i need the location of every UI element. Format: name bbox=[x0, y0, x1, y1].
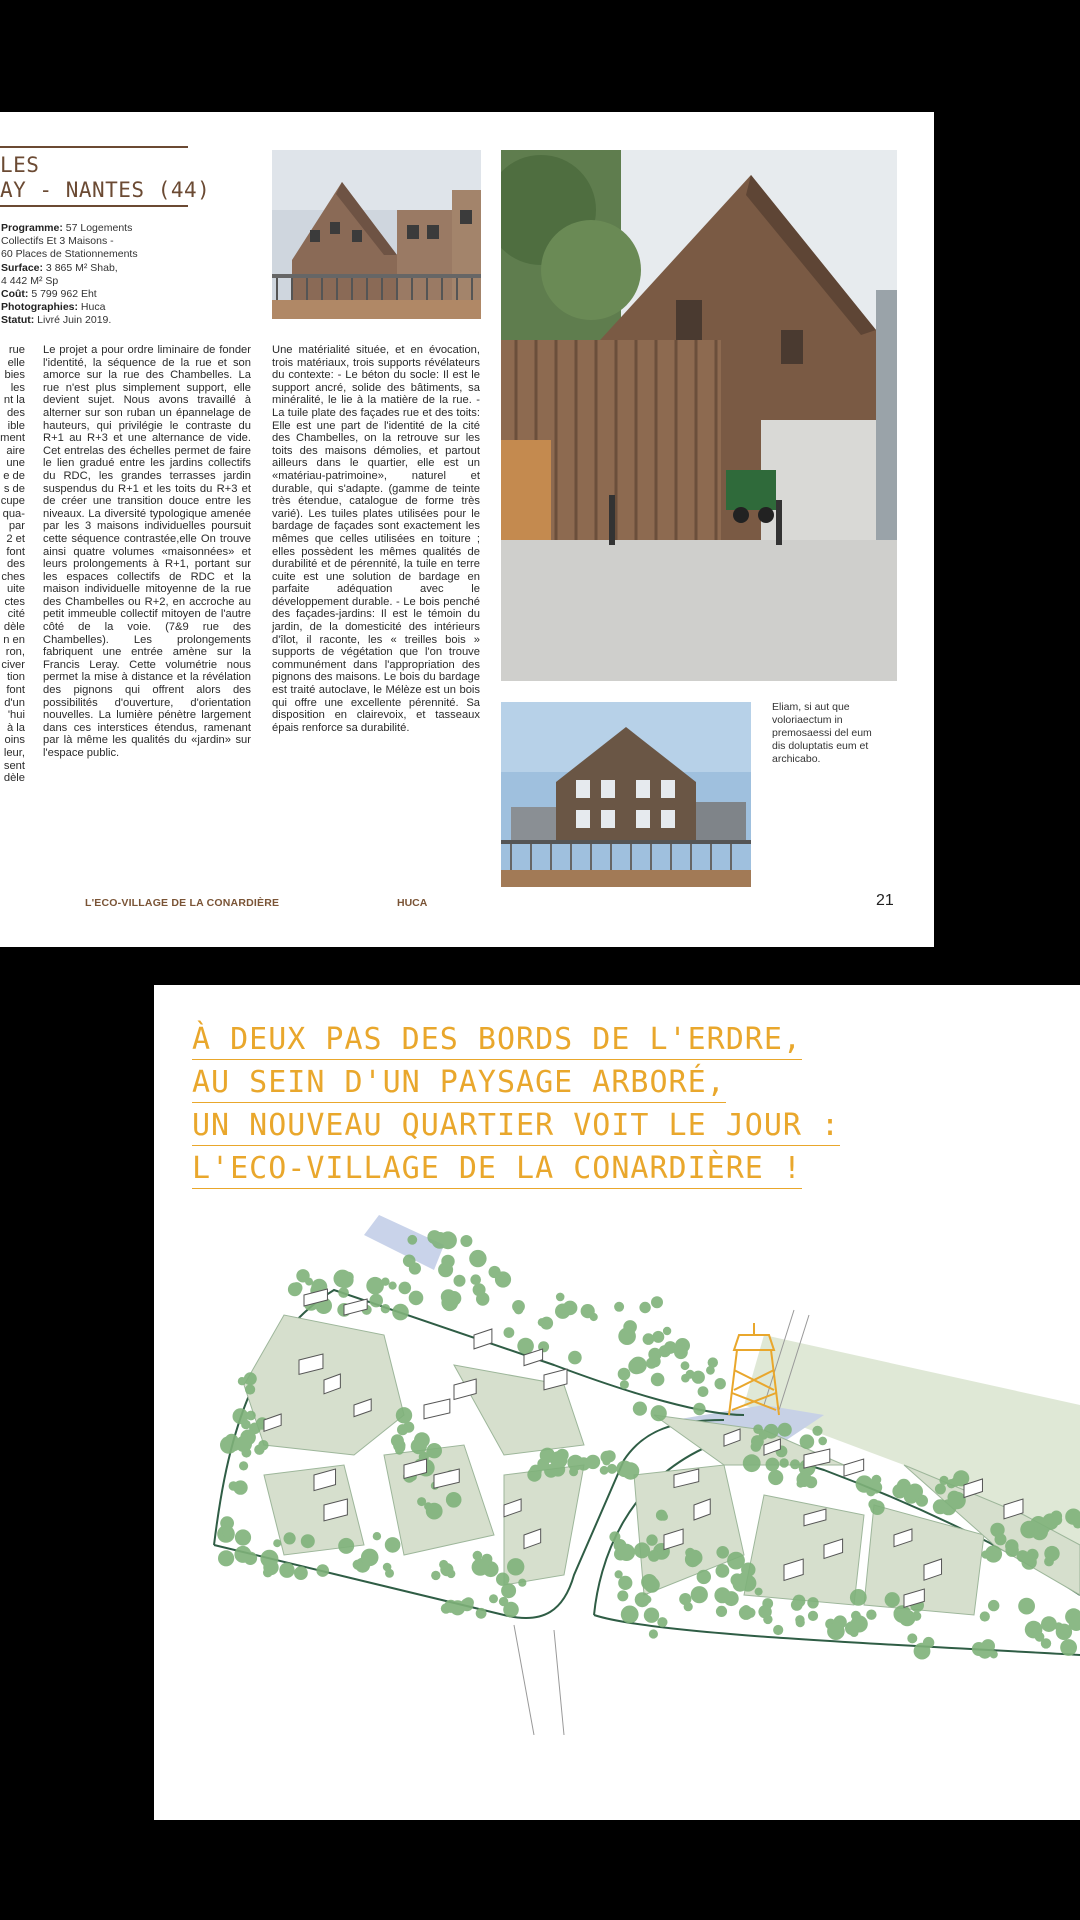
tree bbox=[294, 1566, 308, 1580]
tree bbox=[273, 1539, 281, 1547]
tree bbox=[417, 1497, 426, 1506]
tree bbox=[698, 1386, 709, 1397]
tree bbox=[892, 1484, 907, 1499]
tree bbox=[538, 1318, 546, 1326]
tree bbox=[743, 1454, 761, 1472]
tree bbox=[498, 1276, 508, 1286]
text-fragment: qua- bbox=[2, 507, 25, 520]
project-title bbox=[0, 146, 211, 207]
tree bbox=[238, 1377, 246, 1385]
tree bbox=[648, 1348, 661, 1361]
tree bbox=[1018, 1598, 1035, 1615]
tree bbox=[796, 1618, 805, 1627]
text-fragment: par bbox=[8, 520, 25, 533]
text-fragment: elle bbox=[7, 356, 25, 369]
tree bbox=[473, 1283, 486, 1296]
text-fragment: uite bbox=[6, 583, 25, 596]
tree bbox=[827, 1622, 845, 1640]
tree bbox=[556, 1293, 565, 1302]
tree bbox=[872, 1475, 882, 1485]
tree bbox=[439, 1560, 448, 1569]
tree bbox=[697, 1570, 711, 1584]
text-fragment: des bbox=[6, 406, 25, 419]
tree bbox=[361, 1549, 379, 1567]
spec-value: Collectifs Et 3 Maisons - bbox=[1, 235, 114, 248]
tree bbox=[751, 1435, 764, 1448]
tree bbox=[489, 1594, 498, 1603]
text-fragment: s de bbox=[3, 482, 25, 495]
spec-value: 4 442 M² Sp bbox=[1, 274, 59, 287]
tree bbox=[222, 1527, 232, 1537]
tree bbox=[652, 1331, 664, 1343]
tree bbox=[316, 1564, 329, 1577]
tree bbox=[646, 1534, 657, 1545]
tree bbox=[907, 1484, 923, 1500]
tree bbox=[620, 1380, 629, 1389]
tree bbox=[245, 1384, 255, 1394]
tree bbox=[907, 1633, 917, 1643]
tree bbox=[808, 1611, 818, 1621]
spec-line bbox=[1, 235, 171, 248]
text-fragment: à la bbox=[6, 721, 25, 734]
tree bbox=[753, 1424, 763, 1434]
tree bbox=[284, 1532, 296, 1544]
tree bbox=[444, 1600, 457, 1613]
tree bbox=[885, 1592, 900, 1607]
tree bbox=[414, 1432, 430, 1448]
headline-line-1: À DEUX PAS DES BORDS DE L'ERDRE, bbox=[192, 1021, 802, 1060]
spec-value: 5 799 962 Eht bbox=[28, 288, 97, 301]
tree bbox=[454, 1275, 466, 1287]
title-line-1: LES bbox=[0, 153, 40, 177]
tree bbox=[663, 1327, 671, 1335]
tree bbox=[980, 1611, 990, 1621]
building-balcony-photo bbox=[272, 150, 481, 319]
text-fragment: 2 et bbox=[6, 532, 25, 545]
text-fragment: cupe bbox=[0, 495, 25, 508]
text-fragment: des bbox=[6, 558, 25, 571]
tree bbox=[586, 1455, 600, 1469]
tree bbox=[236, 1436, 252, 1452]
spec-label: Photographies: bbox=[1, 301, 79, 314]
spec-value: Livré Juin 2019. bbox=[34, 314, 112, 327]
tree bbox=[714, 1587, 730, 1603]
gable-building-photo bbox=[501, 702, 751, 887]
tree bbox=[447, 1570, 456, 1579]
tree bbox=[1035, 1632, 1045, 1642]
tree bbox=[681, 1361, 690, 1370]
tree bbox=[1005, 1539, 1018, 1552]
tree bbox=[651, 1405, 667, 1421]
magazine-page-masterplan bbox=[154, 985, 1080, 1820]
tree bbox=[1056, 1624, 1072, 1640]
building-block bbox=[844, 1459, 864, 1476]
tree bbox=[715, 1378, 726, 1389]
tree bbox=[766, 1458, 780, 1472]
photo-caption: Eliam, si aut que voloriaectum in premosaessi del eum dis doluptatis eum et archicabo. bbox=[772, 701, 872, 765]
text-fragment: bies bbox=[4, 369, 25, 382]
text-fragment: d'un bbox=[4, 696, 25, 709]
tree bbox=[366, 1277, 384, 1295]
text-fragment: ctes bbox=[4, 595, 25, 608]
eco-village-axonometric-plan bbox=[204, 1215, 1080, 1740]
tree bbox=[476, 1608, 487, 1619]
tree bbox=[385, 1537, 401, 1553]
text-fragment: ible bbox=[7, 419, 25, 432]
headline bbox=[192, 1021, 840, 1193]
tree bbox=[499, 1597, 508, 1606]
tree bbox=[691, 1586, 708, 1603]
tree bbox=[634, 1542, 650, 1558]
tree bbox=[797, 1480, 805, 1488]
spec-label: Coût: bbox=[1, 288, 29, 301]
tree bbox=[981, 1551, 989, 1559]
spec-line bbox=[1, 314, 171, 327]
tree bbox=[569, 1467, 578, 1476]
tree bbox=[948, 1492, 966, 1510]
text-fragment: aire bbox=[6, 444, 25, 457]
tree bbox=[518, 1579, 526, 1587]
tree bbox=[507, 1558, 524, 1575]
tree bbox=[396, 1407, 412, 1423]
headline-line-3: UN NOUVEAU QUARTIER VOIT LE JOUR : bbox=[192, 1107, 840, 1146]
tree bbox=[764, 1424, 779, 1439]
tree bbox=[773, 1625, 783, 1635]
spec-label: Surface: bbox=[1, 261, 44, 274]
tree bbox=[1051, 1514, 1062, 1525]
tree bbox=[607, 1464, 617, 1474]
tree bbox=[951, 1477, 961, 1487]
tree bbox=[446, 1492, 462, 1508]
tree bbox=[407, 1235, 417, 1245]
spec-line bbox=[1, 222, 171, 235]
text-fragment: ment bbox=[0, 432, 25, 445]
text-fragment: ches bbox=[1, 570, 25, 583]
tree bbox=[644, 1582, 652, 1590]
text-fragment: dèle bbox=[3, 772, 25, 785]
footer-project-name: L'ECO-VILLAGE DE LA CONARDIÈRE bbox=[85, 897, 280, 909]
page-number: 21 bbox=[876, 892, 894, 909]
tree bbox=[933, 1499, 948, 1514]
tree bbox=[644, 1608, 659, 1623]
tree bbox=[305, 1278, 313, 1286]
tree bbox=[1044, 1546, 1059, 1561]
tree bbox=[978, 1644, 993, 1659]
tree bbox=[369, 1294, 383, 1308]
tree bbox=[639, 1302, 650, 1313]
tree bbox=[514, 1305, 523, 1314]
text-fragment: e de bbox=[3, 469, 25, 482]
tree bbox=[383, 1563, 392, 1572]
tree bbox=[935, 1484, 946, 1495]
spec-value: Huca bbox=[78, 301, 106, 314]
tree bbox=[845, 1621, 859, 1635]
tree bbox=[353, 1560, 363, 1570]
building-block bbox=[474, 1329, 492, 1349]
tree bbox=[850, 1589, 867, 1606]
tree bbox=[427, 1443, 442, 1458]
tree bbox=[630, 1357, 647, 1374]
tree bbox=[618, 1544, 635, 1561]
tree bbox=[527, 1468, 541, 1482]
tree bbox=[342, 1272, 354, 1284]
tree bbox=[254, 1445, 264, 1455]
tree bbox=[551, 1462, 565, 1476]
tree bbox=[338, 1538, 354, 1554]
tree bbox=[568, 1351, 582, 1365]
building-block bbox=[424, 1399, 450, 1419]
body-text-column-2: Une matérialité située, et en évocation, trois matériaux, trois supports révélateurs du contexte: - Le béton du socle: Il est le support ancré, solide des bâtiments, sa minéralité, le lie à la matière de la rue. - La tuile plate des façades rue et des toits: Elle est une part de l'identité de la cité des Chambelles, on la retrouve sur les toits des maisons démolies, et partout ailleurs dans le quartier, elle est un «matériau-patrimoine», naturel et durable, qui s'adapte. (gamme de teinte très étendue, catalogue de forme très varié). Les tuiles plates utilisées pour le bardage de façades sont exactement les mêmes que celles utilisées en toiture ; elles possèdent les mêmes qualités de durabilité et de pérennité, la tuile en terre cuite est une solution de bardage en parfaite adéquation avec le développement durable. - Le bois penché des façades-jardins: Il est le témoin du jardin, de la domesticité des intérieurs d'îlot, il raconte, les « treilles bois » supports de végétation que l'on trouve communément dans l'appropriation des pignons des maisons. Le bois du bardage est traité autoclave, le Mélèze est un bois qui offre une excellente pérennité. Sa disposition en clairevoix, et tasseaux épais renforce sa durabilité. bbox=[272, 344, 480, 734]
tree bbox=[657, 1617, 667, 1627]
tree bbox=[812, 1426, 822, 1436]
text-fragment: ron, bbox=[5, 646, 25, 659]
tree bbox=[614, 1302, 624, 1312]
body-text-column-1: Le projet a pour ordre liminaire de fonder l'identité, la séquence de la rue et son amorce sur la rue des Chambelles. La rue n'est plus simplement support, elle devient sujet. Nous avons travaillé à alterner sur son ruban un épannelage de hauteurs, qui privilégie le contraste du R+1 au R+3 et une alternance de vide. Cet entrelas des échelles permet de faire le lien gradué entre les jardins collectifs du RDC, les grandes terrasses jardin suspendus du R+1 et les toits du R+3 et de créer une transition douce entre les niveaux. La diversité typologique amenée par les 3 maisons individuelles poursuit cette séquence contrastée,elle On trouve ainsi quatre volumes «maisonnées» et leurs prolongements à R+1, portant sur les espaces collectifs de RDC et la maison individuelle mitoyenne de la rue des Chambelles ou R+2, en accroche au petit immeuble collectif mitoyen de l'autre côté de la voie. (7&9 rue des Chambelles). Les prolongements fabriquent une entrée amène sur la Francis Leray. Cette volumétrie nous permet la mise à distance et la révélation des pignons qui offrent alors des possibilités d'ouverture, d'orientation nouvelles. La lumière pénètre largement dans ces interstices étendus, ramenant par là même les qualités du «jardin» sur l'espace public. bbox=[43, 344, 251, 759]
spec-value: 3 865 M² Shab, bbox=[43, 261, 118, 274]
tree bbox=[617, 1590, 628, 1601]
tree bbox=[403, 1255, 416, 1268]
text-fragment: cité bbox=[7, 608, 25, 621]
tree bbox=[868, 1499, 879, 1510]
tree bbox=[540, 1448, 555, 1463]
tree bbox=[517, 1338, 534, 1355]
spec-line bbox=[1, 275, 171, 288]
tree bbox=[381, 1278, 389, 1286]
tree bbox=[800, 1434, 815, 1449]
tree bbox=[381, 1304, 390, 1313]
spec-label: Programme: bbox=[1, 222, 63, 234]
tree bbox=[235, 1529, 251, 1545]
tree bbox=[708, 1357, 718, 1367]
tree bbox=[988, 1600, 999, 1611]
tree bbox=[1021, 1554, 1036, 1569]
tree bbox=[793, 1595, 806, 1608]
text-fragment: 'hui bbox=[7, 709, 25, 722]
tree bbox=[279, 1563, 294, 1578]
text-fragment: font bbox=[6, 545, 25, 558]
tree bbox=[233, 1480, 247, 1494]
text-fragment: civer bbox=[1, 658, 25, 671]
spec-label: Statut: bbox=[1, 314, 35, 327]
text-fragment: oins bbox=[4, 734, 25, 747]
tree bbox=[263, 1568, 273, 1578]
tree bbox=[392, 1304, 409, 1321]
tree bbox=[600, 1466, 609, 1475]
tree bbox=[923, 1637, 934, 1648]
tree bbox=[741, 1563, 755, 1577]
tree bbox=[441, 1289, 456, 1304]
tree bbox=[866, 1487, 875, 1496]
project-specs bbox=[1, 222, 171, 328]
text-fragment: une bbox=[6, 457, 25, 470]
tree bbox=[460, 1235, 472, 1247]
text-fragment: tion bbox=[6, 671, 25, 684]
tree bbox=[807, 1597, 818, 1608]
headline-line-4: L'ECO-VILLAGE DE LA CONARDIÈRE ! bbox=[192, 1150, 802, 1189]
tree bbox=[740, 1575, 757, 1592]
tree bbox=[234, 1546, 251, 1563]
tree bbox=[218, 1550, 234, 1566]
tree bbox=[716, 1564, 730, 1578]
tree bbox=[790, 1459, 800, 1469]
tree bbox=[778, 1424, 787, 1433]
footer-architect: HUCA bbox=[397, 897, 428, 909]
text-fragment: les bbox=[10, 381, 25, 394]
tree bbox=[1060, 1639, 1077, 1656]
tree bbox=[912, 1611, 922, 1621]
tree bbox=[389, 1282, 397, 1290]
tree bbox=[866, 1610, 876, 1620]
tree bbox=[643, 1595, 651, 1603]
tree bbox=[651, 1373, 665, 1387]
tree bbox=[244, 1372, 257, 1385]
tree bbox=[674, 1345, 688, 1359]
tree bbox=[246, 1411, 256, 1421]
tree bbox=[602, 1457, 610, 1465]
tree bbox=[618, 1368, 631, 1381]
tree bbox=[461, 1598, 474, 1611]
tree bbox=[995, 1533, 1007, 1545]
tree bbox=[438, 1262, 453, 1277]
tree bbox=[621, 1606, 639, 1624]
tree bbox=[338, 1287, 349, 1298]
wooden-house-photo bbox=[501, 150, 897, 681]
cut-off-text-column bbox=[0, 344, 25, 785]
tree bbox=[409, 1291, 424, 1306]
text-fragment: dèle bbox=[3, 621, 25, 634]
tree bbox=[555, 1304, 570, 1319]
text-fragment: nt la bbox=[3, 394, 25, 407]
spec-value: 60 Places de Stationnements bbox=[1, 248, 138, 261]
tree bbox=[1038, 1522, 1050, 1534]
text-fragment: rue bbox=[8, 344, 25, 356]
tree bbox=[469, 1250, 486, 1267]
tree bbox=[693, 1403, 705, 1415]
magazine-page-21 bbox=[0, 112, 934, 947]
tree bbox=[851, 1611, 861, 1621]
tree bbox=[716, 1546, 729, 1559]
tree bbox=[779, 1458, 788, 1467]
spec-line bbox=[1, 288, 171, 301]
spec-line bbox=[1, 301, 171, 314]
tree bbox=[656, 1510, 667, 1521]
tree bbox=[301, 1534, 315, 1548]
tree bbox=[742, 1605, 751, 1614]
spec-value: 57 Logements bbox=[62, 222, 133, 234]
text-fragment: sent bbox=[3, 759, 25, 772]
tree bbox=[1041, 1616, 1057, 1632]
headline-line-2: AU SEIN D'UN PAYSAGE ARBORÉ, bbox=[192, 1064, 726, 1103]
tree bbox=[501, 1583, 516, 1598]
tree bbox=[643, 1333, 655, 1345]
tree bbox=[687, 1550, 703, 1566]
tree bbox=[716, 1606, 727, 1617]
tree bbox=[373, 1532, 381, 1540]
tree bbox=[649, 1629, 658, 1638]
tree bbox=[397, 1424, 408, 1435]
text-fragment: n en bbox=[3, 633, 25, 646]
tree bbox=[679, 1593, 691, 1605]
tree bbox=[1027, 1525, 1035, 1533]
tree bbox=[768, 1470, 783, 1485]
title-line-2: AY - NANTES (44) bbox=[0, 178, 211, 202]
tree bbox=[686, 1370, 695, 1379]
tree bbox=[239, 1461, 248, 1470]
tree bbox=[818, 1437, 827, 1446]
tree bbox=[399, 1282, 412, 1295]
tree bbox=[617, 1464, 625, 1472]
tree bbox=[581, 1304, 595, 1318]
tree bbox=[439, 1231, 457, 1249]
tree bbox=[288, 1283, 302, 1297]
tree bbox=[615, 1570, 623, 1578]
spec-line bbox=[1, 262, 171, 275]
tree bbox=[755, 1588, 763, 1596]
tree bbox=[504, 1327, 515, 1338]
tree bbox=[633, 1402, 647, 1416]
tree bbox=[396, 1443, 405, 1452]
tree bbox=[763, 1615, 772, 1624]
tree bbox=[431, 1571, 440, 1580]
spec-line bbox=[1, 248, 171, 261]
tree bbox=[651, 1296, 663, 1308]
tree bbox=[618, 1327, 636, 1345]
tree bbox=[472, 1558, 489, 1575]
text-fragment: font bbox=[6, 684, 25, 697]
text-fragment: leur, bbox=[3, 747, 25, 759]
